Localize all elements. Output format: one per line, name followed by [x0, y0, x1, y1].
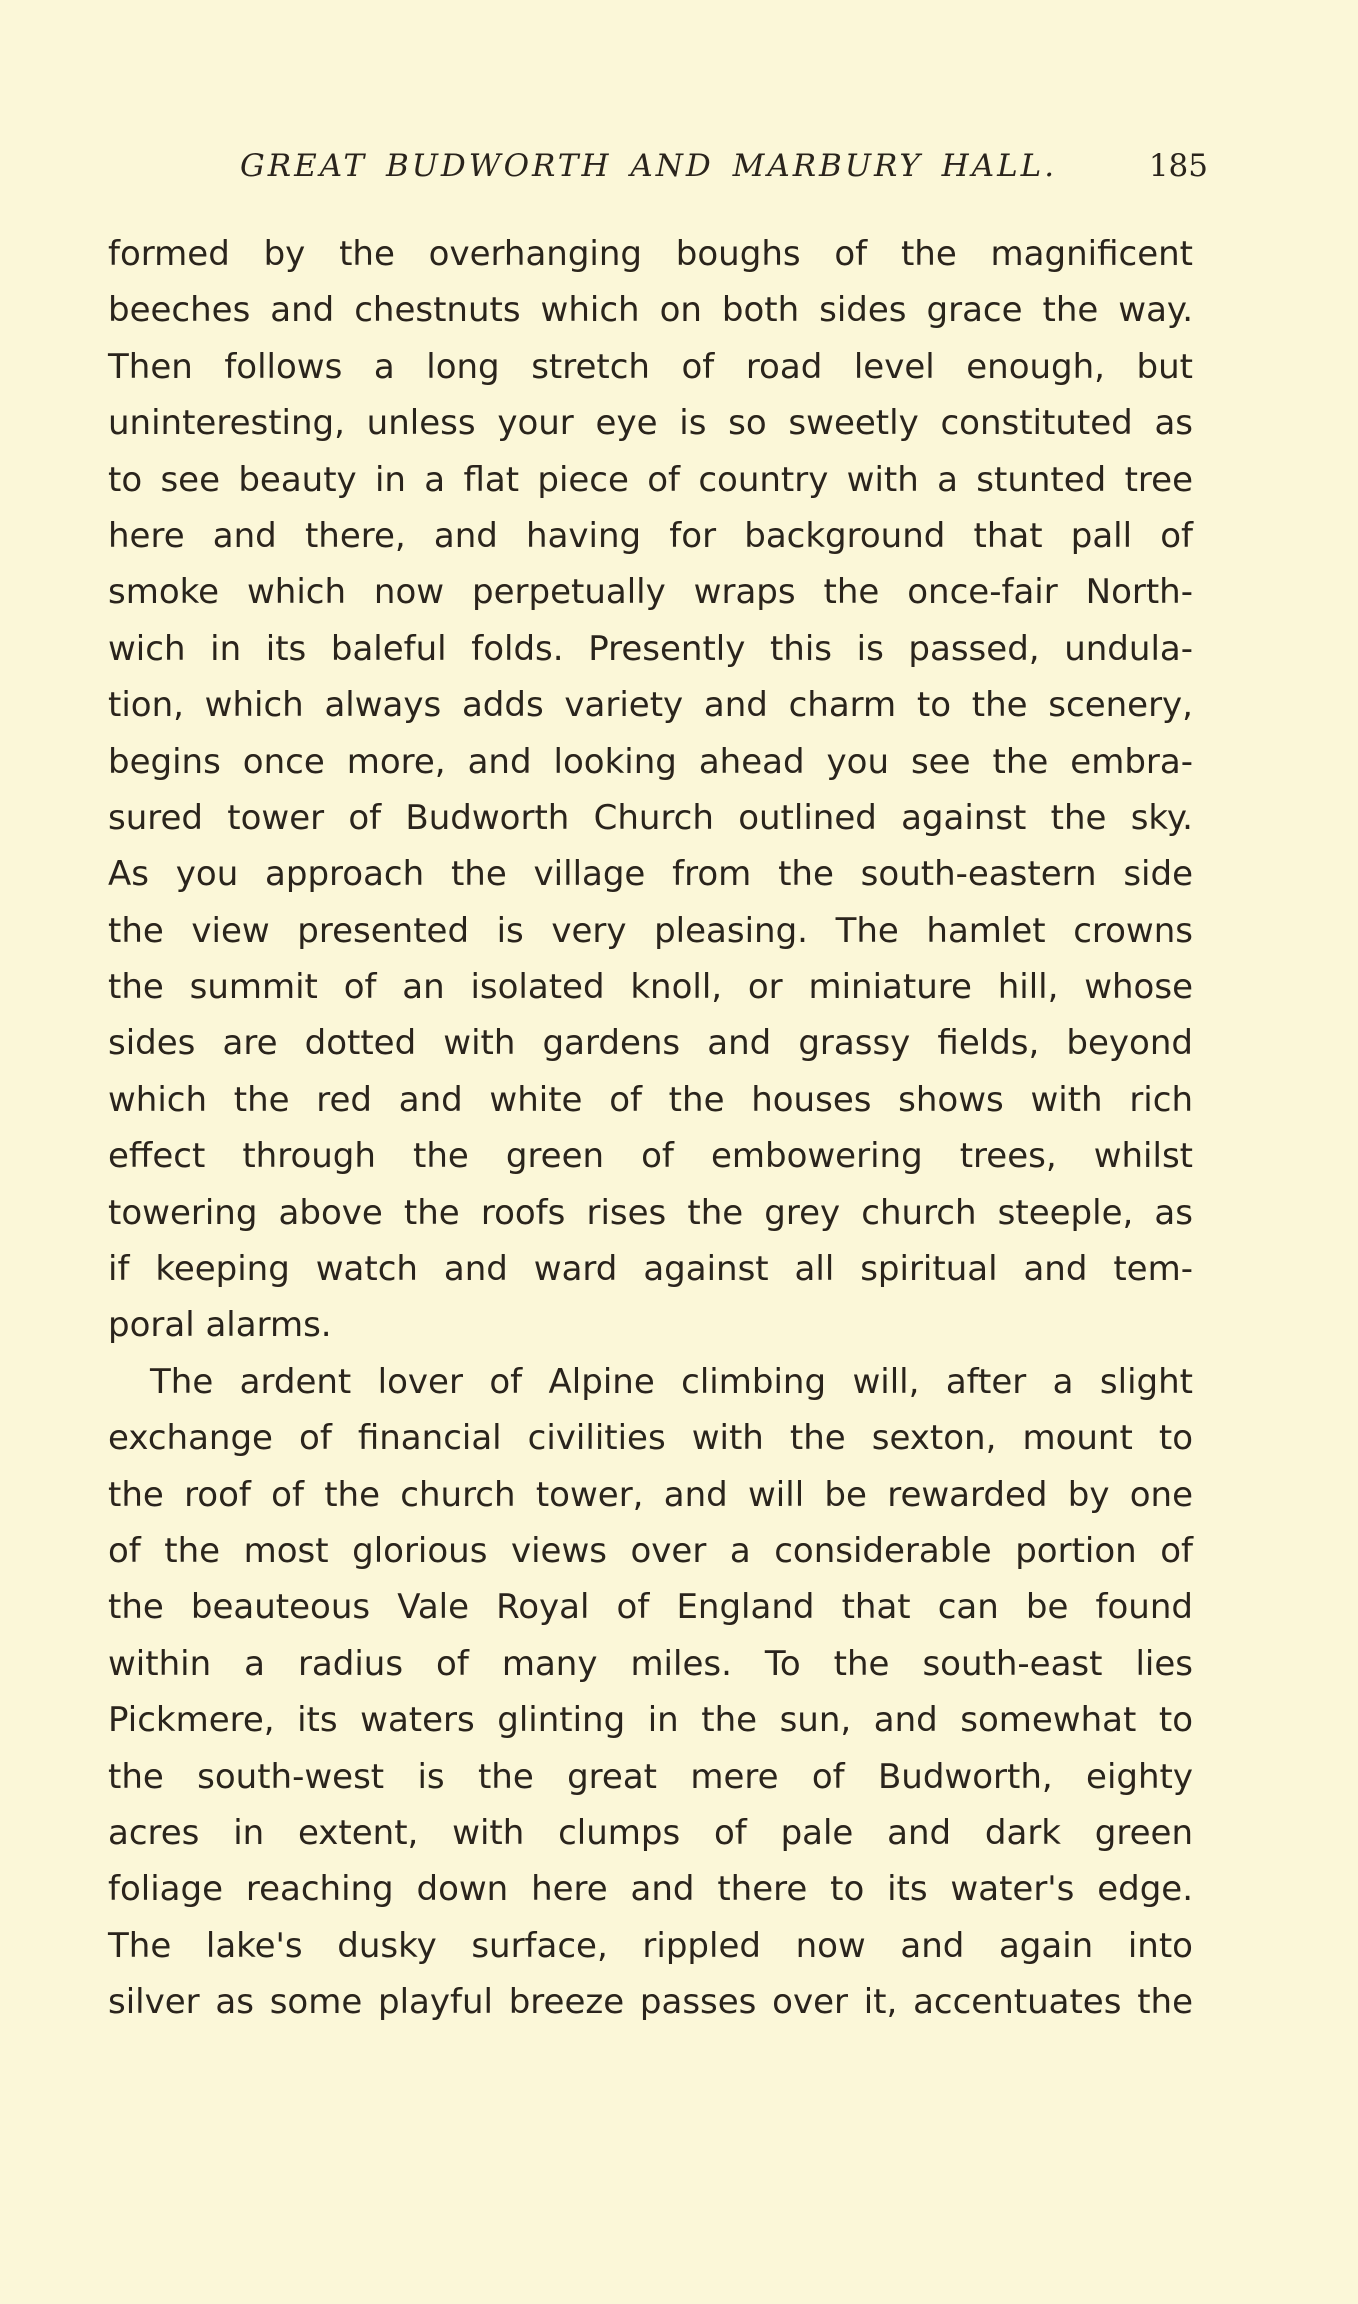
text-line: which the red and white of the houses shows with rich: [108, 1079, 1193, 1120]
text-line: Pickmere, its waters glinting in the sun, and somewhat to: [108, 1700, 1193, 1741]
text-line: to see beauty in a flat piece of country with a stunted tree: [108, 459, 1193, 500]
text-line: foliage reaching down here and there to its water's edge.: [108, 1869, 1193, 1910]
text-line: exchange of financial civilities with the sexton, mount to: [108, 1418, 1193, 1459]
text-line: effect through the green of embowering trees, whilst: [108, 1136, 1193, 1177]
text-line: towering above the roofs rises the grey church steeple, as: [108, 1192, 1193, 1233]
text-line: Then follows a long stretch of road level enough, but: [108, 346, 1193, 387]
text-line: sides are dotted with gardens and grassy fields, beyond: [108, 1023, 1193, 1064]
text-line: here and there, and having for background that pall of: [108, 515, 1193, 556]
text-line: of the most glorious views over a considerable portion of: [108, 1530, 1193, 1571]
text-line: poral alarms.: [108, 1305, 332, 1346]
text-line: the south-west is the great mere of Budworth, eighty: [108, 1756, 1193, 1797]
text-line: begins once more, and looking ahead you see the embra-: [108, 741, 1193, 782]
running-head: [108, 148, 1208, 198]
text-line: As you approach the village from the south-eastern side: [108, 854, 1193, 895]
text-line: wich in its baleful folds. Presently this is passed, undula-: [108, 628, 1193, 669]
text-line: beeches and chestnuts which on both sides grace the way.: [108, 290, 1193, 331]
text-line: The lake's dusky surface, rippled now and again into: [108, 1925, 1193, 1966]
page-number: 185: [1148, 148, 1208, 184]
text-line: the summit of an isolated knoll, or miniature hill, whose: [108, 967, 1193, 1008]
text-line: the view presented is very pleasing. The hamlet crowns: [108, 910, 1193, 951]
text-line: smoke which now perpetually wraps the once-fair North-: [108, 572, 1193, 613]
body-text: [108, 226, 1193, 2031]
text-line: within a radius of many miles. To the south-east lies: [108, 1643, 1193, 1684]
text-line: the roof of the church tower, and will be rewarded by one: [108, 1474, 1193, 1515]
text-line: tion, which always adds variety and charm to the scenery,: [108, 685, 1193, 726]
text-line: acres in extent, with clumps of pale and dark green: [108, 1812, 1193, 1853]
text-line: if keeping watch and ward against all spiritual and tem-: [108, 1249, 1193, 1290]
text-line: silver as some playful breeze passes over it, accentuates the: [108, 1982, 1193, 2023]
text-line: formed by the overhanging boughs of the magnificent: [108, 234, 1193, 274]
running-title: GREAT BUDWORTH AND MARBURY HALL.: [240, 148, 1058, 184]
text-line: uninteresting, unless your eye is so sweetly constituted as: [108, 403, 1193, 444]
text-line: The ardent lover of Alpine climbing will, after a slight: [150, 1361, 1193, 1402]
text-line: sured tower of Budworth Church outlined against the sky.: [108, 797, 1193, 838]
text-line: the beauteous Vale Royal of England that can be found: [108, 1587, 1193, 1628]
